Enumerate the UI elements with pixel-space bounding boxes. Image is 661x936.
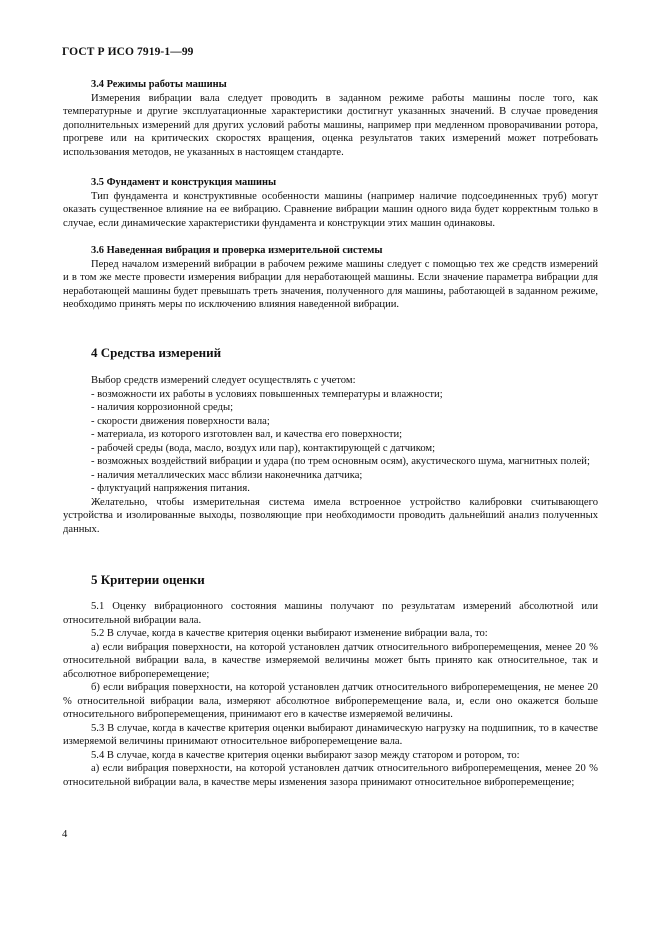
section-4-outro: Желательно, чтобы измерительная система имела встроенное устройство калибровки считывающего устройства и изолированные выходы, позволяющие при необходимости проводить дальнейший анализ полученных данных.: [63, 496, 598, 535]
list-item: - наличия коррозионной среды;: [91, 402, 234, 413]
paragraph-5-2: 5.2 В случае, когда в качестве критерия оценки выбирают изменение вибрации вала, то:: [91, 628, 488, 639]
section-3-4-text: Измерения вибрации вала следует проводить в заданном режиме работы машины после того, как температурные и другие эксплуатационные характеристики достигнут указанных значений. В случае проведения дополнительных измерений для других условий работы машины, например при медленном проворачивании ротора, прогреве или на критических скоростях вращения, оценка результатов таких измерений может потребовать использования методов, не указанных в настоящем стандарте.: [63, 92, 598, 158]
paragraph-5-4-a: а) если вибрация поверхности, на которой установлен датчик относительного виброперемещения, менее 20 % относительной вибрации вала, в качестве меры изменения зазора принимают относительное виброперемещение;: [63, 763, 598, 788]
section-3-5-text: Тип фундамента и конструктивные особенности машины (например наличие подсоединенных труб) могут оказать существенное влияние на ее вибрацию. Сравнение вибрации машин одного вида будет корректным только в случае, если динамические характеристики фундамента и конструкции этих машин одинаковы.: [63, 190, 598, 229]
section-3-5-title: 3.5 Фундамент и конструкция машины: [91, 177, 277, 188]
section-3-5: [63, 176, 598, 230]
section-3-6-text: Перед началом измерений вибрации в рабочем режиме машины следует с помощью тех же средств измерений и в том же месте провести измерения вибрации для неработающей машины. Если значение параметра вибрации для неработающей машины будет превышать треть значения, полученного для машины, работающей в заданном режиме, необходимо принять меры по исключению влияния наведенной вибрации.: [63, 258, 598, 310]
section-5-body: [63, 600, 598, 789]
page-number: 4: [62, 829, 68, 840]
section-3-4-title: 3.4 Режимы работы машины: [91, 79, 227, 90]
section-4-heading: 4 Средства измерений: [91, 345, 222, 360]
section-4: [63, 345, 598, 361]
section-5-heading: 5 Критерии оценки: [91, 572, 205, 587]
paragraph-5-2-a: а) если вибрация поверхности, на которой установлен датчик относительного виброперемещения, менее 20 % относительной вибрации вала, в качестве измеряемой величины может быть принято как относительное, так и абсолютное виброперемещение;: [63, 641, 598, 680]
list-item: - наличия металлических масс вблизи наконечника датчика;: [91, 469, 363, 481]
section-3-6: [63, 244, 598, 312]
paragraph-5-1: 5.1 Оценку вибрационного состояния машины получают по результатам измерений абсолютной или относительной вибрации вала.: [63, 601, 598, 626]
list-item: - флуктуаций напряжения питания.: [91, 483, 250, 494]
section-5: [63, 572, 598, 588]
section-4-intro: Выбор средств измерений следует осуществлять с учетом:: [91, 375, 356, 386]
paragraph-5-2-b: б) если вибрация поверхности, на которой установлен датчик относительного виброперемещения, не менее 20 % относительной вибрации вала, измеряют абсолютное виброперемещение вала, и, если оно окажется больше относительного виброперемещения, принимают его в качестве измеряемой величины.: [63, 682, 598, 720]
list-item: - скорости движения поверхности вала;: [91, 415, 270, 427]
list-item: - рабочей среды (вода, масло, воздух или пар), контактирующей с датчиком;: [91, 442, 436, 454]
section-4-body: [63, 374, 598, 536]
list-item: - возможных воздействий вибрации и удара (по трем основным осям), акустического шума, магнитных полей;: [91, 456, 590, 467]
paragraph-5-4: 5.4 В случае, когда в качестве критерия оценки выбирают зазор между статором и ротором, то:: [91, 749, 520, 761]
paragraph-5-3: 5.3 В случае, когда в качестве критерия оценки выбирают динамическую нагрузку на подшипник, то в качестве измеряемой величины принимают относительное виброперемещение вала.: [63, 722, 598, 747]
document-header: ГОСТ Р ИСО 7919-1—99: [62, 46, 194, 58]
list-item: - возможности их работы в условиях повышенных температуры и влажности;: [91, 388, 443, 400]
list-item: - материала, из которого изготовлен вал, и качества его поверхности;: [91, 429, 403, 440]
section-3-4: [63, 78, 598, 159]
section-3-6-title: 3.6 Наведенная вибрация и проверка измерительной системы: [91, 245, 383, 256]
